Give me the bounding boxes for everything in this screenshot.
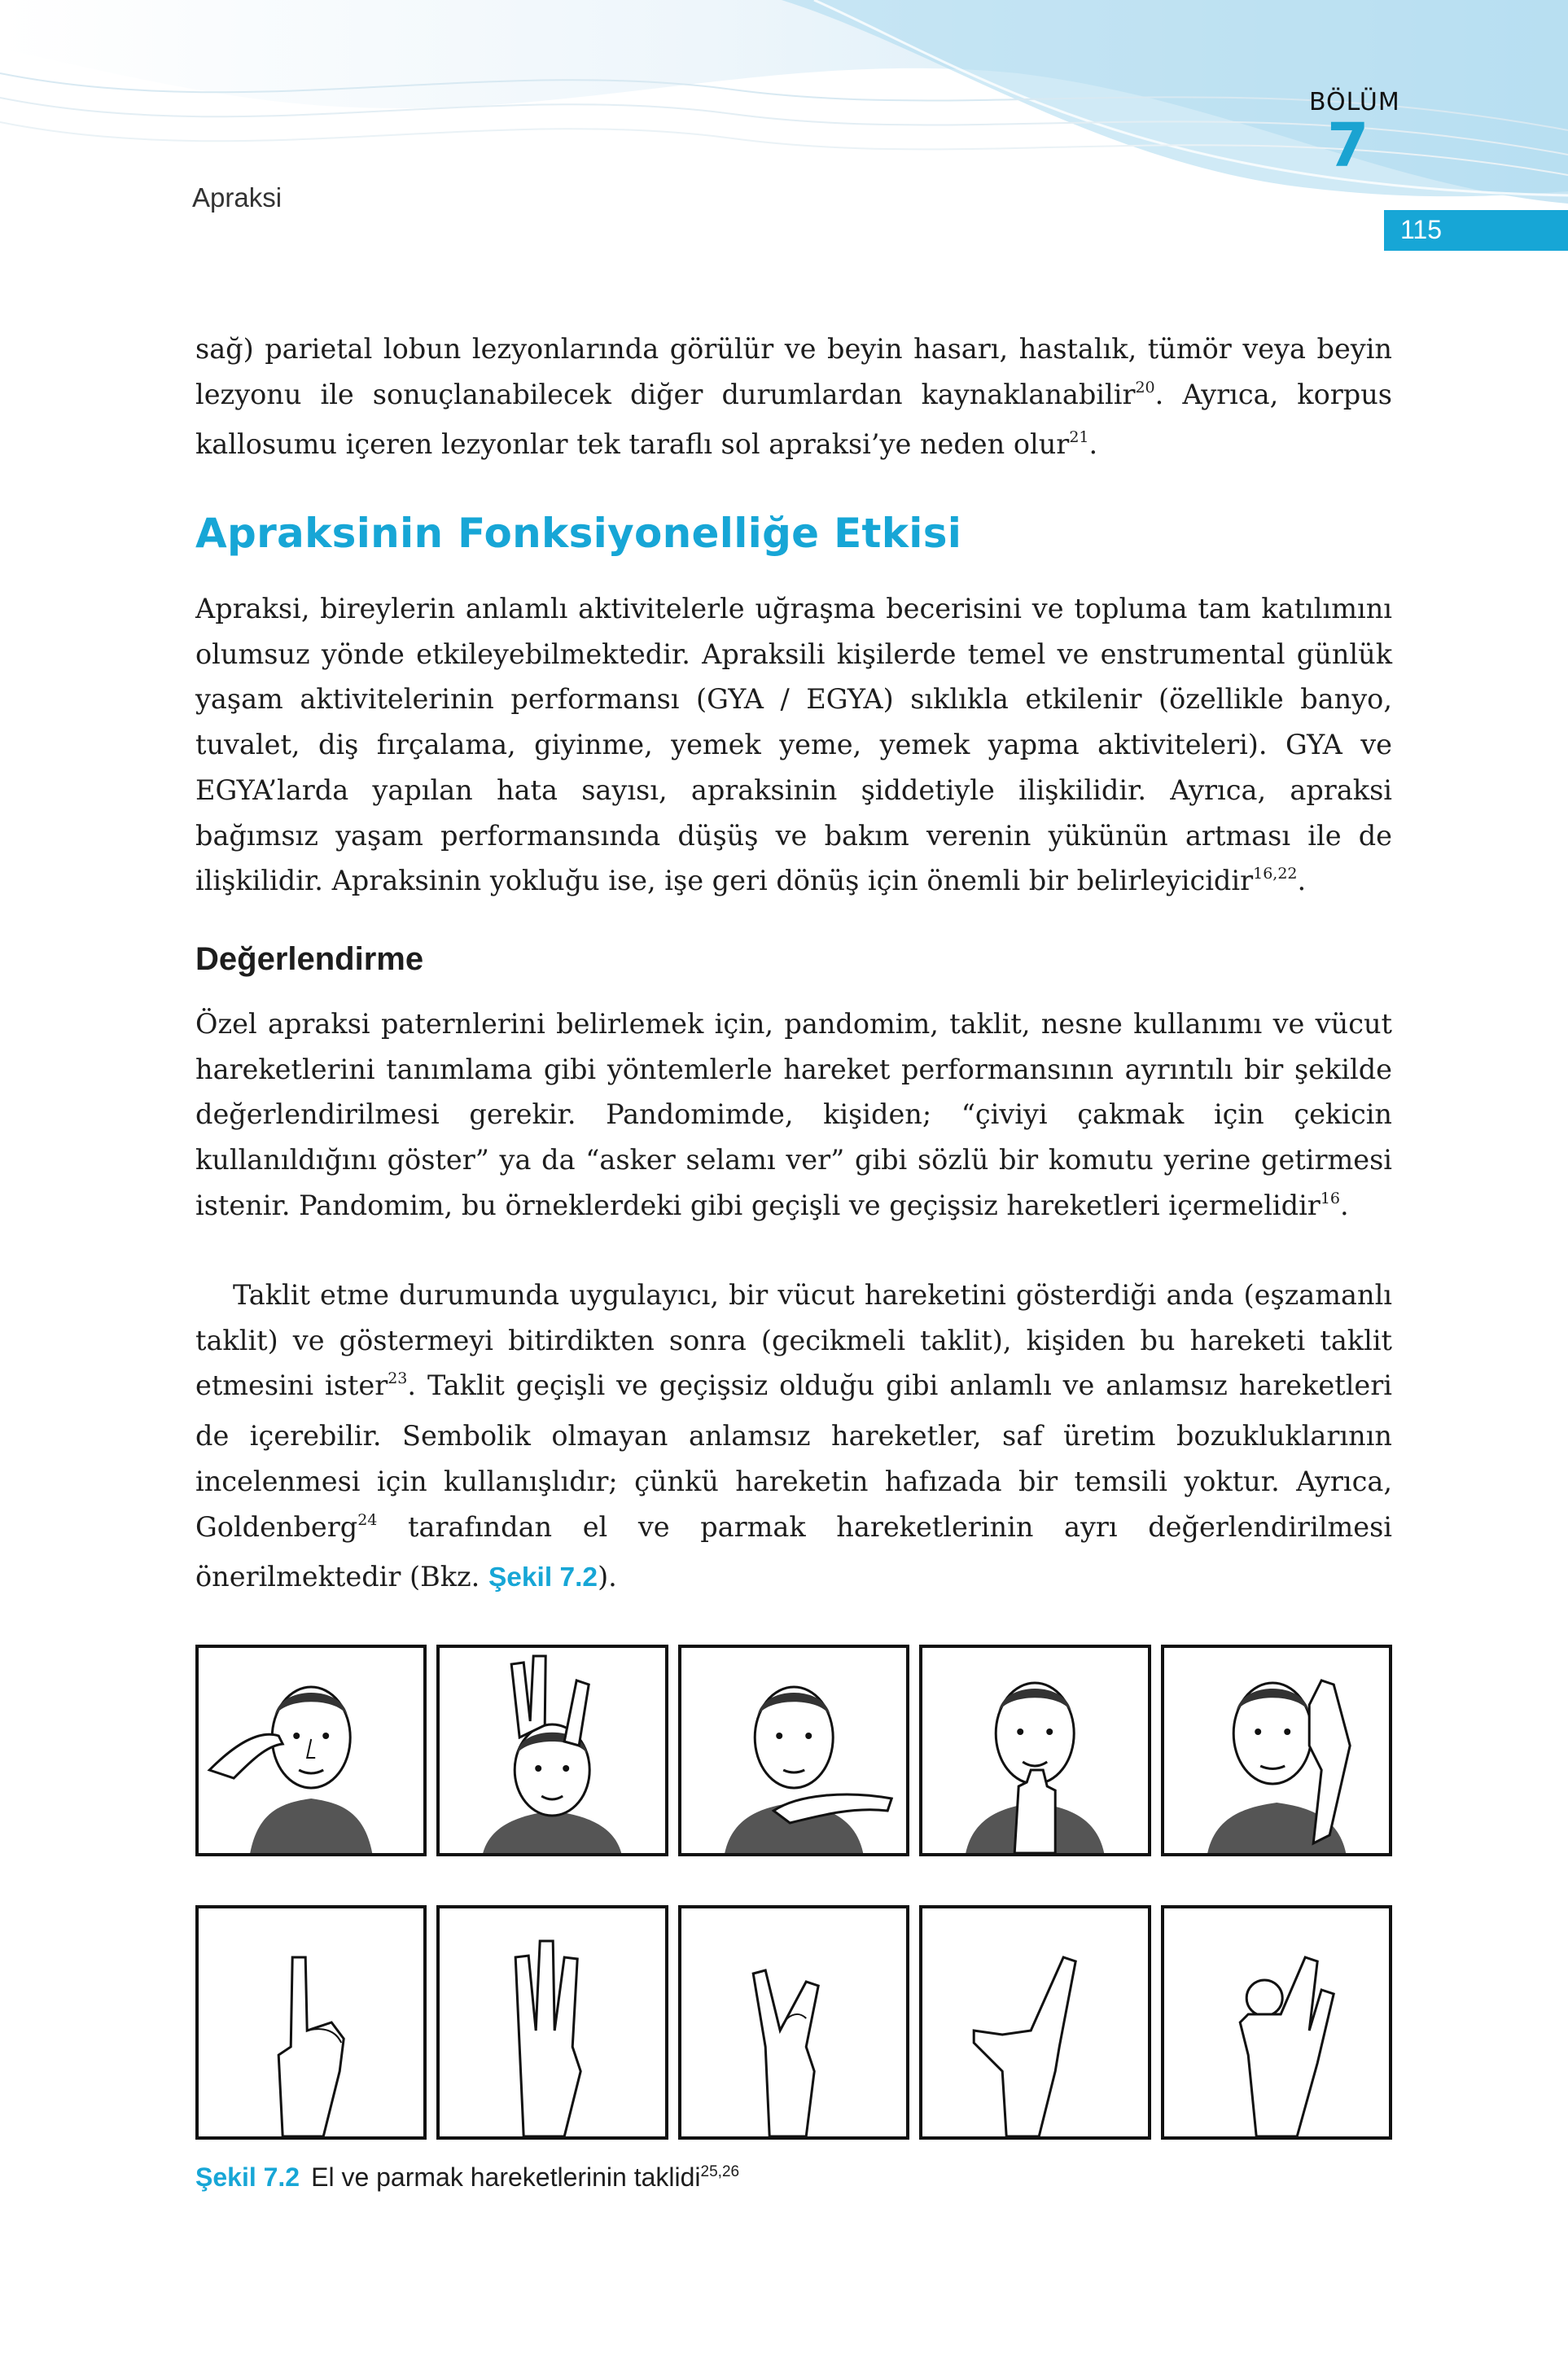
text-run: tarafından el ve parmak hareketlerinin ayrı değerlendirilmesi önerilmektedir (Bkz.	[195, 1510, 1392, 1593]
section-heading: Apraksinin Fonksiyonelliğe Etkisi	[195, 510, 962, 557]
text-run: .	[1297, 865, 1307, 897]
subsection-heading: Değerlendirme	[195, 941, 424, 977]
text-run: .	[1088, 428, 1098, 461]
citation: 24	[357, 1510, 378, 1529]
finger-gesture-illustration-5	[1161, 1905, 1392, 2140]
figure-reference-link[interactable]: Şekil 7.2	[488, 1562, 598, 1593]
text-run: . Taklit geçişli ve geçişsiz olduğu gibi anlamlı ve anlamsız hareketleri de içerebilir. Sembolik olmayan anlamsız hareketler, saf üretim bozukluklarının incelenmesi için kullanışlıdır; çünkü hareketin hafızada bir temsili yoktur. Ayrıca, Goldenberg	[195, 1369, 1392, 1543]
text-run: .	[1340, 1189, 1349, 1221]
citation: 23	[388, 1369, 408, 1388]
finger-gesture-illustration-4	[919, 1905, 1150, 2140]
citation: 20	[1135, 378, 1155, 397]
figure-hand-gestures-row	[195, 1645, 1392, 1856]
gesture-illustration-3	[678, 1645, 909, 1856]
paragraph-intro	[195, 326, 1392, 472]
figure-caption-text: El ve parmak hareketlerinin taklidi	[311, 2162, 701, 2192]
text-run: Apraksi, bireylerin anlamlı aktivitelerle uğraşma becerisini ve topluma tam katılımını olumsuz yönde etkileyebilmektedir. Apraksili kişilerde temel ve enstrumental günlük yaşam aktivitelerinin performansı (GYA / EGYA) sıklıkla etkilenir (özellikle banyo, tuvalet, diş fırçalama, giyinme, yemek yeme, yemek yapma aktiviteleri). GYA ve EGYA’larda yapılan hata sayısı, apraksinin şiddetiyle ilişkilidir. Ayrıca, apraksi bağımsız yaşam performansında düşüş ve bakım verenin yükünün artması ile de ilişkilidir. Apraksinin yokluğu ise, işe geri dönüş için önemli bir belirleyicidir	[195, 593, 1392, 897]
gesture-illustration-1	[195, 1645, 427, 1856]
text-run: ).	[598, 1561, 617, 1593]
text-run: Taklit etme durumunda uygulayıcı, bir vücut hareketini gösterdiği anda (eşzamanlı taklit) ve göstermeyi bitirdikten sonra (gecikmeli taklit), kişiden bu hareketi taklit etmesini ister	[195, 1279, 1392, 1402]
gesture-illustration-4	[919, 1645, 1150, 1856]
gesture-illustration-2	[436, 1645, 668, 1856]
chapter-label: BÖLÜM	[1309, 88, 1400, 116]
gesture-illustration-5	[1161, 1645, 1392, 1856]
citation: 21	[1069, 428, 1089, 447]
figure-caption	[195, 2162, 739, 2193]
citation: 16,22	[1253, 865, 1298, 883]
page-number-tab	[1384, 210, 1568, 251]
citation: 16	[1320, 1189, 1340, 1207]
citation: 25,26	[700, 2163, 740, 2180]
figure-finger-gestures-row	[195, 1905, 1392, 2140]
paragraph-function	[195, 586, 1392, 909]
text-run: Özel apraksi paternlerini belirlemek için, pandomim, taklit, nesne kullanımı ve vücut hareketlerini tanımlama gibi yöntemlerle hareket performansının ayrıntılı bir şekilde değerlendirilmesi gerekir. Pandomimde, kişiden; “çiviyi çakmak için çekicin kullanıldığını göster” ya da “asker selamı ver” gibi sözlü bir komutu yerine getirmesi istenir. Pandomim, bu örneklerdeki gibi geçişli ve geçişsiz hareketleri içermelidir	[195, 1008, 1392, 1221]
finger-gesture-illustration-2	[436, 1905, 668, 2140]
figure-caption-label: Şekil 7.2	[195, 2162, 300, 2192]
chapter-number: 7	[1327, 111, 1369, 181]
paragraph-assessment	[195, 1001, 1392, 1233]
text-run: . Ayrıca, korpus kallosumu içeren lezyonlar tek taraflı sol apraksi’ye neden olur	[195, 378, 1392, 461]
running-head: Apraksi	[192, 182, 283, 213]
paragraph-imitation	[195, 1273, 1392, 1601]
text-run: sağ) parietal lobun lezyonlarında görülür ve beyin hasarı, hastalık, tümör veya beyin lezyonu ile sonuçlanabilecek diğer durumlardan kaynaklanabilir	[195, 333, 1392, 410]
finger-gesture-illustration-3	[678, 1905, 909, 2140]
finger-gesture-illustration-1	[195, 1905, 427, 2140]
page-number: 115	[1400, 215, 1443, 244]
